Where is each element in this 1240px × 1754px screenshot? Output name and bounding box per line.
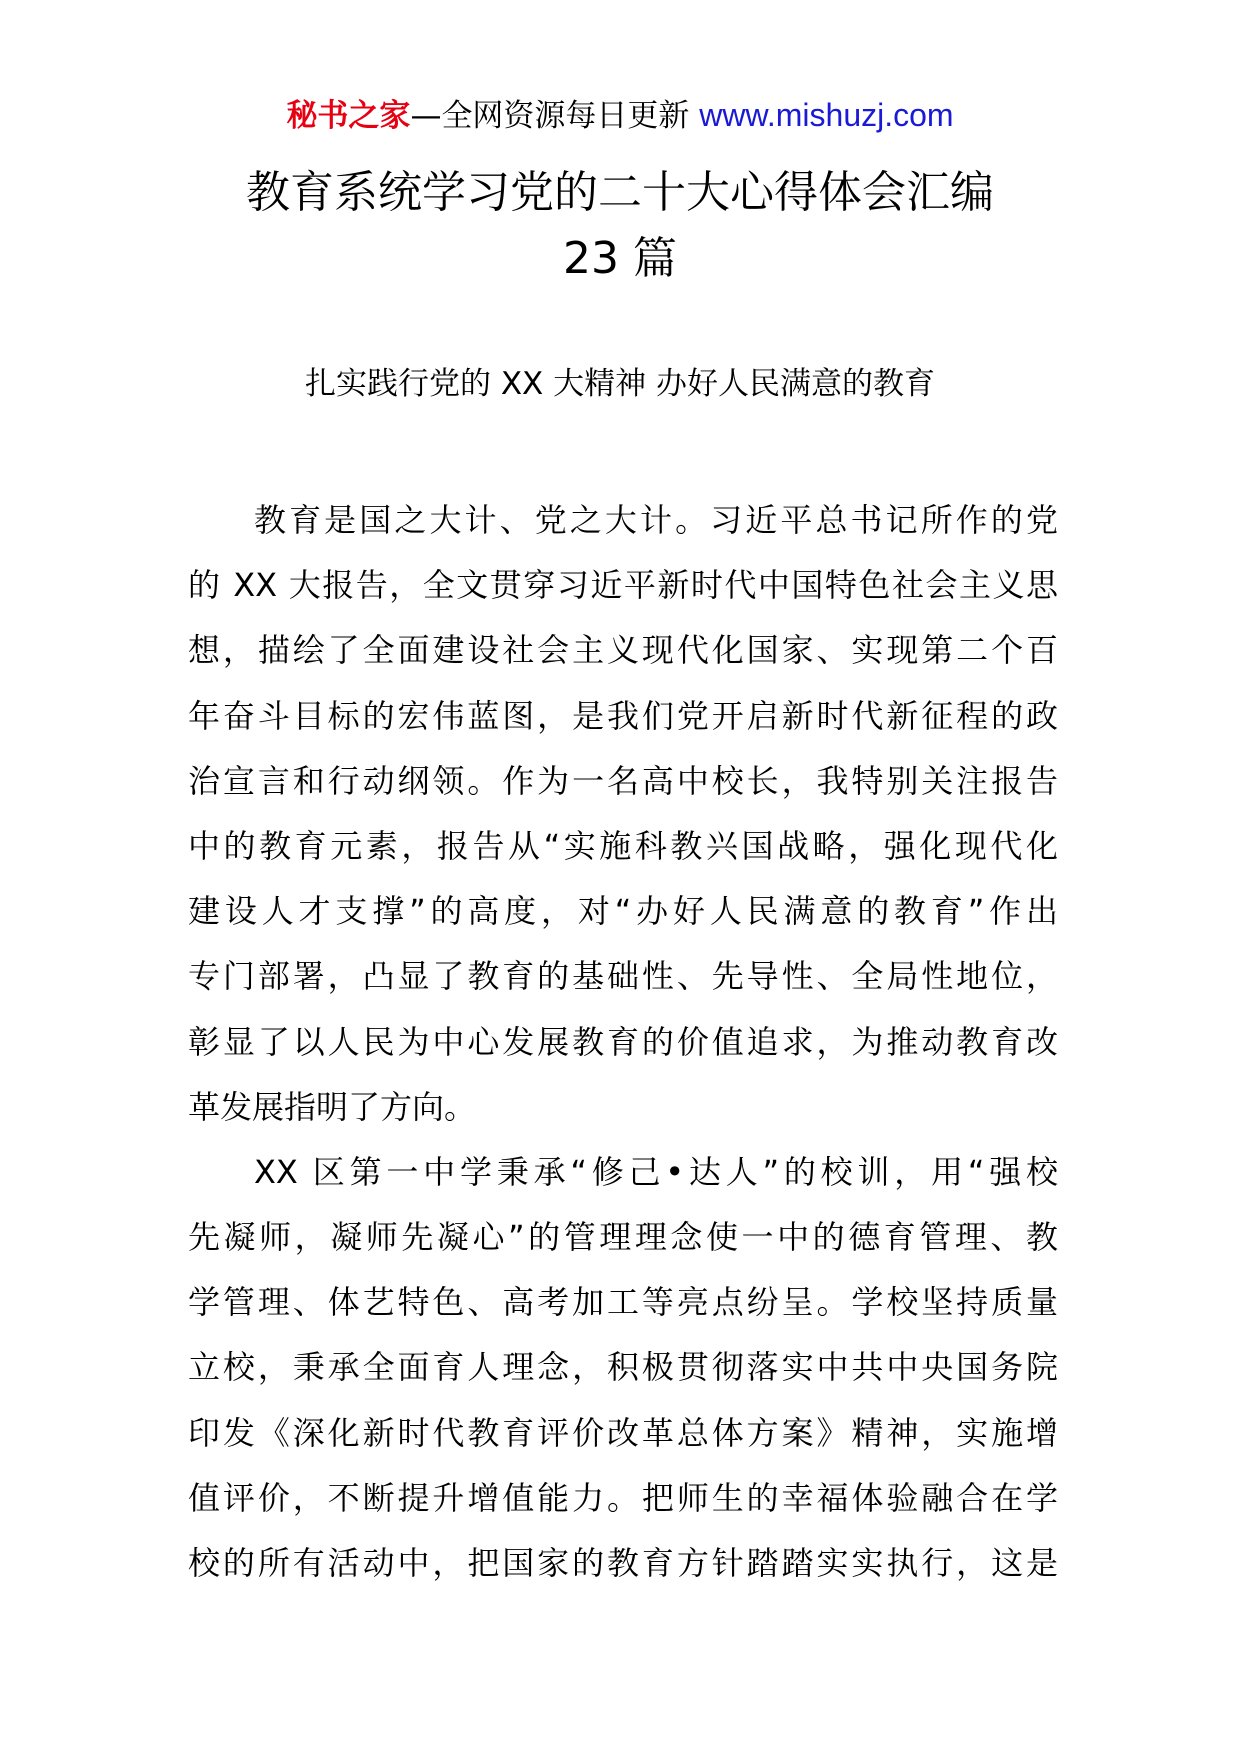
paragraph-1-line: 年奋斗目标的宏伟蓝图，是我们党开启新时代新征程的政 — [188, 696, 1058, 735]
document-title-line-2: 23 篇 — [563, 233, 677, 284]
paragraph-2-line: 立校，秉承全面育人理念，积极贯彻落实中共中央国务院 — [188, 1348, 1058, 1387]
paragraph-2-line: 校的所有活动中，把国家的教育方针踏踏实实执行，这是 — [188, 1544, 1058, 1582]
document-body — [188, 488, 1058, 1596]
paragraph-1-line: 建设人才支撑”的高度，对“办好人民满意的教育”作出 — [188, 892, 1058, 931]
paragraph-1-line: 革发展指明了方向。 — [188, 1087, 477, 1126]
paragraph-1-line: 专门部署，凸显了教育的基础性、先导性、全局性地位， — [188, 957, 1058, 996]
paragraph-2-line: 学管理、体艺特色、高考加工等亮点纷呈。学校坚持质量 — [188, 1283, 1058, 1322]
paragraph-2-line: XX 区第一中学秉承“修己•达人”的校训，用“强校 — [254, 1152, 1058, 1191]
paragraph-2-line: 印发《深化新时代教育评价改革总体方案》精神，实施增 — [188, 1413, 1058, 1452]
section-heading: 扎实践行党的 XX 大精神 办好人民满意的教育 — [304, 366, 936, 402]
site-url-link[interactable]: www.mishuzj.com — [699, 97, 954, 133]
document-title-line-1: 教育系统学习党的二十大心得体会汇编 — [246, 167, 994, 218]
paragraph-1-line: 教育是国之大计、党之大计。习近平总书记所作的党 — [254, 501, 1058, 539]
paragraph-1-line: 彰显了以人民为中心发展教育的价值追求，为推动教育改 — [188, 1022, 1058, 1061]
site-header — [0, 95, 1240, 136]
paragraph-1-line: 想，描绘了全面建设社会主义现代化国家、实现第二个百 — [188, 631, 1058, 670]
paragraph-2-line: 值评价，不断提升增值能力。把师生的幸福体验融合在学 — [188, 1478, 1058, 1517]
paragraph-1-line: 的 XX 大报告，全文贯穿习近平新时代中国特色社会主义思 — [188, 566, 1058, 605]
brand-name: 秘书之家 — [286, 98, 411, 134]
paragraph-1-line: 治宣言和行动纲领。作为一名高中校长，我特别关注报告 — [188, 761, 1058, 800]
document-title — [0, 160, 1240, 292]
header-tagline: —全网资源每日更新 — [410, 98, 700, 134]
paragraph-2-line: 先凝师，凝师先凝心”的管理理念使一中的德育管理、教 — [188, 1218, 1058, 1257]
paragraph-1-line: 中的教育元素，报告从“实施科教兴国战略，强化现代化 — [188, 826, 1058, 865]
